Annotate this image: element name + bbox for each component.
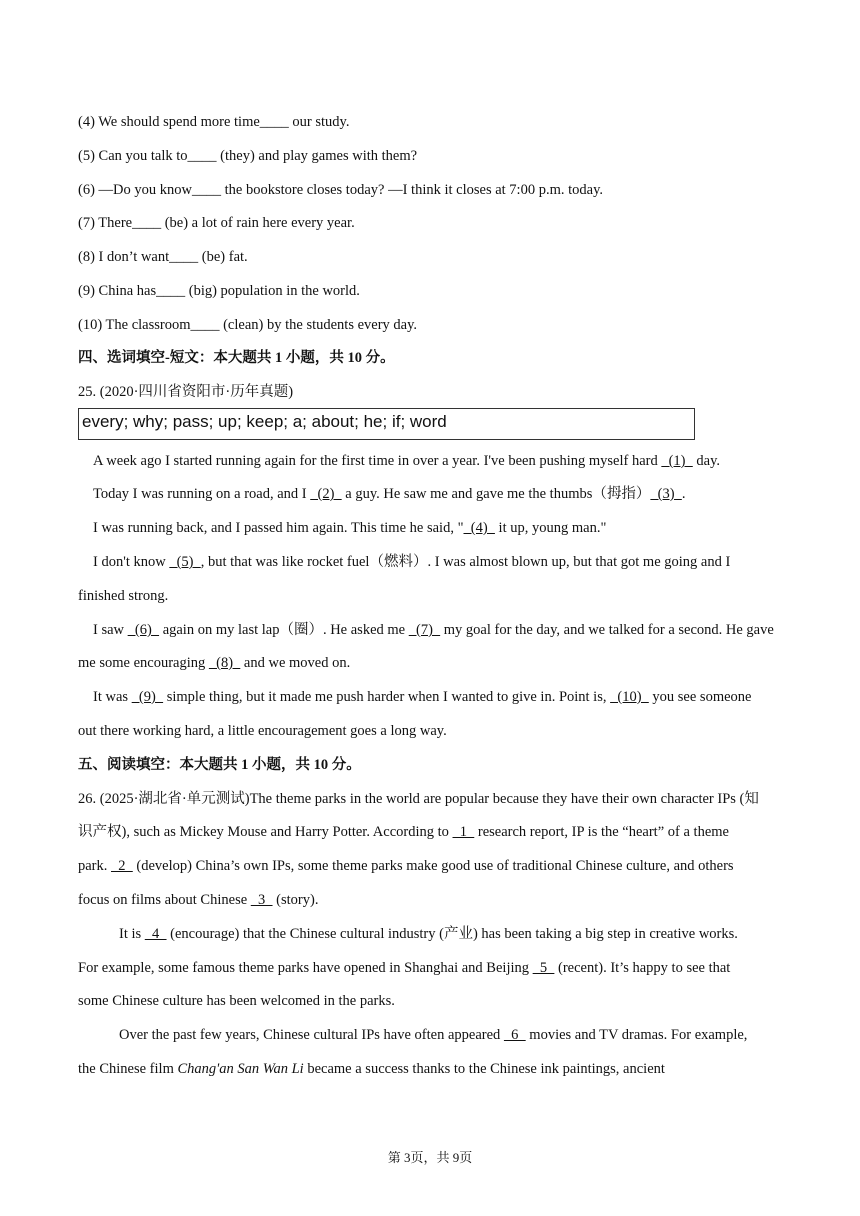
blank-5: (5) xyxy=(169,554,201,570)
question-item-10: (10) The classroom____ (clean) by the students every day. xyxy=(78,317,418,333)
blank-7: (7) xyxy=(408,622,441,638)
passage-line: Today I was running on a road, and I (2) a guy. He saw me and gave me the thumbs（拇指） (3) . xyxy=(93,486,686,502)
blank-4: (4) xyxy=(463,520,495,536)
blank-6: (6) xyxy=(127,622,160,638)
blank-3: (3) xyxy=(650,486,682,502)
blank-r4: 4 xyxy=(144,926,167,942)
word-box xyxy=(78,408,695,440)
section-heading: 四、选词填空-短文：本大题共 1 小题，共 10 分。 xyxy=(78,350,395,366)
passage-line: I saw (6) again on my last lap（圈）. He asked me (7) my goal for the day, and we talked for a second. He gave xyxy=(93,622,774,638)
blank-r6: 6 xyxy=(503,1027,526,1043)
question-item-6: (6) —Do you know____ the bookstore closes today? —I think it closes at 7:00 p.m. today. xyxy=(78,182,604,198)
film-title: Chang'an San Wan Li xyxy=(177,1061,304,1077)
question-item-9: (9) China has____ (big) population in the world. xyxy=(78,283,360,299)
passage-line: some Chinese culture has been welcomed in the parks. xyxy=(78,993,395,1009)
passage-line: For example, some famous theme parks have opened in Shanghai and Beijing 5 (recent). It’s happy to see that xyxy=(78,960,731,976)
blank-8: (8) xyxy=(208,655,241,671)
blank-r2: 2 xyxy=(111,858,133,874)
section-heading: 五、阅读填空：本大题共 1 小题，共 10 分。 xyxy=(78,757,361,773)
passage-line: A week ago I started running again for the first time in over a year. I've been pushing myself hard (1) day. xyxy=(93,453,721,469)
question-item-8: (8) I don’t want____ (be) fat. xyxy=(78,249,248,265)
passage-line: It was (9) simple thing, but it made me push harder when I wanted to give in. Point is, (10) you see someone xyxy=(93,689,752,705)
blank-1: (1) xyxy=(661,453,693,469)
question-item-4: (4) We should spend more time____ our study. xyxy=(78,114,350,130)
word-box-text: every; why; pass; up; keep; a; about; he; if; word xyxy=(82,412,447,431)
blank-r3: 3 xyxy=(250,892,273,908)
passage-line: Over the past few years, Chinese cultural IPs have often appeared 6 movies and TV dramas. For example, xyxy=(119,1027,748,1043)
passage-line: I was running back, and I passed him again. This time he said, " (4) it up, young man." xyxy=(93,520,607,536)
passage-line: me some encouraging (8) and we moved on. xyxy=(78,655,351,671)
blank-r5: 5 xyxy=(532,960,555,976)
blank-9: (9) xyxy=(131,689,164,705)
passage-line: I don't know (5) , but that was like rocket fuel（燃料）. I was almost blown up, but that got me going and I xyxy=(93,554,731,570)
page-footer: 第 3页，共 9页 xyxy=(387,1150,473,1165)
question-item-5: (5) Can you talk to____ (they) and play games with them? xyxy=(78,148,418,164)
passage-line: park. 2 (develop) China’s own IPs, some theme parks make good use of traditional Chinese culture, and others xyxy=(78,858,734,874)
passage-line: finished strong. xyxy=(78,588,169,604)
blank-10: (10) xyxy=(610,689,649,705)
passage-line: focus on films about Chinese 3 (story). xyxy=(78,892,319,908)
question-source: 25. (2020·四川省资阳市·历年真题) xyxy=(78,384,294,400)
passage-line: out there working hard, a little encouragement goes a long way. xyxy=(78,723,447,739)
passage-line: 识产权), such as Mickey Mouse and Harry Potter. According to 1 research report, IP is the “heart” of a theme xyxy=(78,824,729,840)
passage-line: 26. (2025·湖北省·单元测试)The theme parks in the world are popular because they have their own character IPs (知 xyxy=(78,791,759,807)
passage-line: the Chinese film Chang'an San Wan Li became a success thanks to the Chinese ink paintings, ancient xyxy=(78,1061,665,1077)
question-item-7: (7) There____ (be) a lot of rain here every year. xyxy=(78,215,355,231)
blank-2: (2) xyxy=(310,486,342,502)
blank-r1: 1 xyxy=(452,824,475,840)
passage-line: It is 4 (encourage) that the Chinese cultural industry (产业) has been taking a big step in creative works. xyxy=(119,926,738,942)
